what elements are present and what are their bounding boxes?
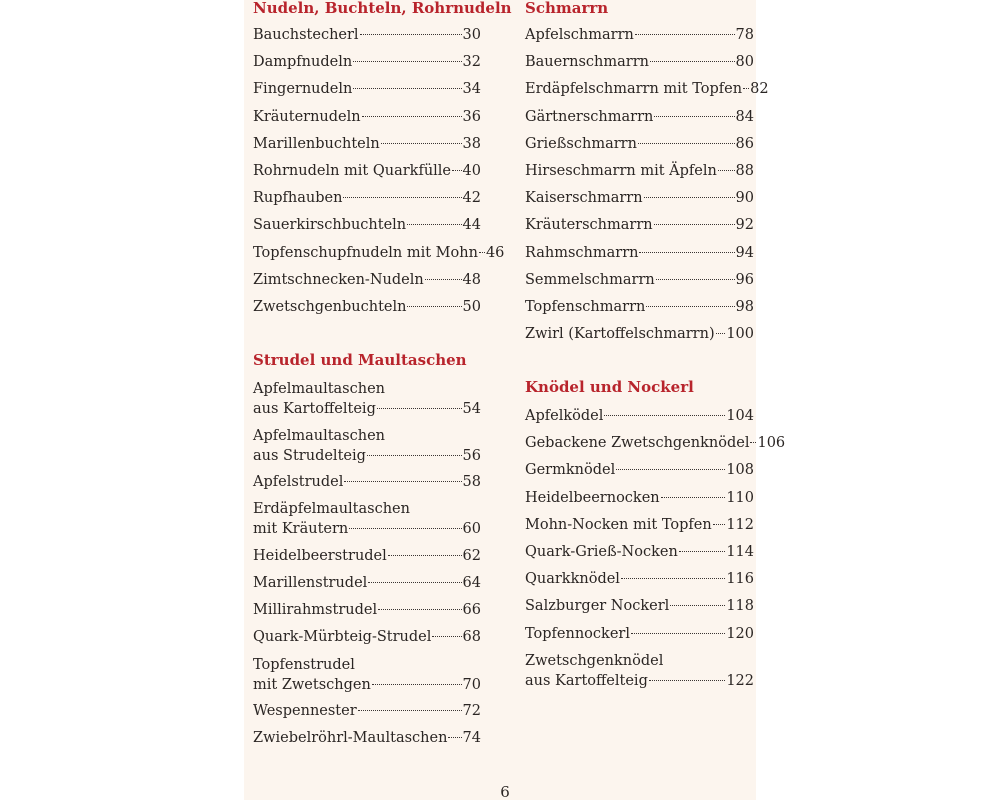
toc-page-number: 48 [462,271,481,288]
toc-entry-topfennockerl[interactable] [525,624,754,644]
toc-entry-title: mit Zwetschgen [253,676,371,693]
dot-leader [656,279,735,280]
toc-page-number: 60 [462,521,481,538]
toc-page-number: 42 [462,190,481,207]
toc-entry-salzburger-nockerl[interactable] [525,596,754,616]
toc-page-number: 58 [462,474,481,490]
dot-leader [407,306,461,307]
toc-entry-row [253,701,481,721]
toc-page-number: 72 [462,703,481,719]
toc-entry-title: Apfelstrudel [253,474,344,490]
dot-leader [452,170,462,171]
dot-leader [713,524,726,525]
dot-leader [349,528,461,529]
toc-entry-row [525,460,754,480]
toc-entry-title: Semmelschmarrn [525,271,655,288]
dot-leader [377,408,462,409]
dot-leader [679,551,726,552]
toc-page-number: 32 [462,54,481,71]
toc-entry-row [525,433,786,453]
toc-entry-title: Erdäpfelschmarrn mit Topfen [525,81,743,98]
toc-page-number: 112 [726,516,754,533]
toc-entry-row [253,546,481,566]
toc-entry-title-line1: Apfelmaultaschen [253,381,386,397]
toc-entry-title: Marillenstrudel [253,574,368,591]
toc-page-number: 34 [462,81,481,98]
toc-entry-row [253,627,481,647]
toc-entry-rohrnudeln-mit-quarkfuelle[interactable] [253,161,481,181]
toc-entry-row [525,215,754,235]
toc-entry-row [525,324,754,344]
toc-entry-zwetschgenknoedel-aus-kartoffelteig[interactable] [525,651,754,691]
dot-leader [670,605,725,606]
toc-entry-title: Bauchstecherl [253,27,359,43]
toc-page-number: 78 [735,27,754,43]
toc-page-number: 94 [735,244,754,261]
toc-entry-title: aus Kartoffelteig [525,672,648,689]
toc-entry-kraeuternudeln[interactable] [253,107,481,127]
dot-leader [661,497,726,498]
toc-entry-title: Zwirl (Kartoffelschmarrn) [525,326,715,343]
toc-entry-row [525,624,754,644]
toc-entry-row [253,52,481,72]
toc-page-number: 62 [462,547,481,564]
section-heading: Nudeln, Buchteln, Rohrnudeln [253,0,512,17]
toc-entry-bauchstecherl[interactable] [253,25,481,45]
toc-entry-title: Rohrnudeln mit Quarkfülle [253,163,452,179]
toc-page-number: 66 [462,602,481,619]
toc-entry-title: Kräuternudeln [253,108,361,125]
toc-page-number: 114 [726,544,754,560]
toc-page-number: 96 [735,271,754,288]
toc-entry-title: Sauerkirschbuchteln [253,217,407,234]
toc-entry-title-line1: Apfelmaultaschen [253,427,386,444]
page-number: 6 [500,783,510,801]
toc-entry-title: Grießschmarrn [525,135,637,152]
toc-page-number: 100 [726,326,754,343]
toc-entry-griessschmarrn[interactable] [525,134,754,154]
toc-entry-title: Kaiserschmarrn [525,190,643,207]
toc-entry-kraeuterschmarrn[interactable] [525,215,754,235]
toc-entry-row [525,569,754,589]
toc-entry-zwirl-kartoffelschmarrn[interactable] [525,324,754,344]
toc-entry-row [525,52,754,72]
toc-page-number: 122 [726,672,754,689]
section-heading: Strudel und Maultaschen [253,351,467,369]
toc-entry-topfenstrudel-mit-zwetschgen[interactable] [253,655,481,695]
dot-leader [644,197,735,198]
toc-entry-erdaepfelmaultaschen-mit-kraeutern[interactable] [253,499,481,539]
toc-entry-title: Gebackene Zwetschgenknödel [525,435,750,452]
toc-entry-title: Zwetschgenbuchteln [253,299,407,315]
toc-page-number: 56 [462,447,481,464]
toc-page-number: 92 [735,217,754,234]
toc-entry-hirseschmarrn-mit-aepfeln[interactable] [525,161,754,181]
dot-leader [638,143,735,144]
toc-page-number: 68 [462,629,481,646]
toc-page-number: 116 [726,571,754,588]
toc-entry-row [253,79,481,99]
toc-entry-row [253,675,481,695]
toc-entry-apfelkoedel[interactable] [525,406,754,426]
toc-entry-dampfnudeln[interactable] [253,52,481,72]
toc-entry-apfelmaultaschen-aus-kartoffelteig[interactable] [253,379,481,419]
toc-entry-title: Wespennester [253,703,357,719]
toc-entry-title: Apfelködel [525,408,604,424]
section-heading: Schmarrn [525,0,609,17]
toc-entry-row [525,297,754,317]
toc-entry-title: Heidelbeerstrudel [253,547,387,564]
dot-leader [616,469,725,470]
toc-entry-row [525,515,754,535]
toc-entry-row [253,243,505,263]
dot-leader [479,252,485,253]
toc-page-number: 44 [462,217,481,234]
toc-entry-title: Heidelbeernocken [525,489,660,506]
dot-leader [654,116,734,117]
toc-entry-title: Quark-Mürbteig-Strudel [253,629,432,646]
dot-leader [353,61,461,62]
dot-leader [372,684,462,685]
toc-entry-erdaepfelschmarrn-mit-topfen[interactable] [525,79,769,99]
toc-entry-title: Zimtschnecken-Nudeln [253,271,424,288]
toc-entry-rupfhauben[interactable] [253,188,481,208]
toc-entry-row [525,671,754,691]
toc-entry-row [525,79,769,99]
dot-leader [649,680,725,681]
toc-entry-title: Rupfhauben [253,190,343,207]
toc-entry-bauernschmarrn[interactable] [525,52,754,72]
toc-entry-row [253,297,481,317]
dot-leader [360,34,462,35]
toc-entry-title: Gärtnerschmarrn [525,108,654,125]
toc-page-number: 64 [462,574,481,591]
toc-entry-row [525,188,754,208]
toc-entry-row [253,107,481,127]
toc-entry-row [253,161,481,181]
toc-page-number: 70 [462,676,481,693]
toc-entry-kaiserschmarrn[interactable] [525,188,754,208]
dot-leader [604,415,725,416]
dot-leader [650,61,735,62]
toc-entry-title: Rahmschmarrn [525,244,639,261]
dot-leader [425,279,462,280]
toc-entry-title: Quark-Grieß-Nocken [525,544,678,560]
dot-leader [432,636,461,637]
toc-entry-topfenschmarrn[interactable] [525,297,754,317]
toc-entry-title: Fingernudeln [253,81,353,98]
toc-entry-apfelmaultaschen-aus-strudelteig[interactable] [253,426,481,466]
toc-entry-title: Germknödel [525,462,616,479]
toc-entry-row [253,600,481,620]
toc-page-number: 82 [750,81,769,98]
toc-entry-row [253,472,481,492]
toc-entry-row [525,542,754,562]
dot-leader [344,481,461,482]
toc-entry-mohn-nocken-mit-topfen[interactable] [525,515,754,535]
toc-page-number: 120 [726,625,754,642]
toc-entry-title: Marillenbuchteln [253,135,380,152]
dot-leader [635,34,735,35]
toc-entry-title-line1: Topfenstrudel [253,656,355,673]
toc-entry-row [525,107,754,127]
toc-page-number: 30 [462,27,481,43]
toc-page-number: 98 [735,299,754,315]
toc-entry-title-line1: Zwetschgenknödel [525,652,664,669]
toc-entry-title: Dampfnudeln [253,54,353,71]
dot-leader [388,555,462,556]
toc-entry-row [253,215,481,235]
dot-leader [654,224,735,225]
section-heading: Knödel und Nockerl [525,378,694,396]
toc-entry-row [253,134,481,154]
toc-entry-zwiebelroehrl-maultaschen[interactable] [253,728,481,748]
toc-entry-apfelstrudel[interactable] [253,472,481,492]
toc-entry-row [525,134,754,154]
toc-page-number: 90 [735,190,754,207]
toc-entry-wespennester[interactable] [253,701,481,721]
toc-entry-title: Mohn-Nocken mit Topfen [525,516,712,533]
toc-page-number: 54 [462,401,481,417]
toc-entry-row [253,573,481,593]
toc-page-number: 88 [735,163,754,179]
toc-entry-row [253,399,481,419]
toc-entry-title: Hirseschmarrn mit Äpfeln [525,163,717,179]
dot-leader [631,633,725,634]
toc-entry-germknoedel[interactable] [525,460,754,480]
dot-leader [743,88,749,89]
toc-entry-title: Salzburger Nockerl [525,598,670,615]
toc-entry-quark-griess-nocken[interactable] [525,542,754,562]
toc-entry-row [253,188,481,208]
dot-leader [367,455,462,456]
toc-entry-heidelbeernocken[interactable] [525,488,754,508]
toc-page-number: 104 [726,408,754,424]
dot-leader [368,582,461,583]
toc-entry-title: aus Kartoffelteig [253,401,376,417]
toc-entry-title: Zwiebelröhrl-Maultaschen [253,730,448,747]
dot-leader [381,143,462,144]
dot-leader [448,737,461,738]
toc-entry-heidelbeerstrudel[interactable] [253,546,481,566]
toc-entry-title: Topfenschupfnudeln mit Mohn [253,244,478,261]
toc-entry-fingernudeln[interactable] [253,79,481,99]
toc-page-number: 36 [462,108,481,125]
toc-page-number: 108 [726,462,754,479]
toc-entry-row [253,25,481,45]
toc-entry-row [253,728,481,748]
dot-leader [621,578,725,579]
dot-leader [358,710,462,711]
dot-leader [716,333,726,334]
toc-page-number: 38 [462,135,481,152]
toc-entry-row [253,446,481,466]
toc-entry-semmelschmarrn[interactable] [525,270,754,290]
toc-entry-row [253,270,481,290]
toc-entry-title: Topfennockerl [525,625,630,642]
toc-entry-zimtschnecken-nudeln[interactable] [253,270,481,290]
dot-leader [407,224,461,225]
dot-leader [646,306,734,307]
toc-entry-title: Kräuterschmarrn [525,217,653,234]
toc-entry-title: mit Kräutern [253,521,349,538]
toc-entry-title: Bauernschmarrn [525,54,649,71]
toc-page-number: 80 [735,54,754,71]
toc-page-number: 84 [735,108,754,125]
toc-page-number: 40 [462,163,481,179]
toc-entry-gaertnerschmarrn[interactable] [525,107,754,127]
toc-page-number: 118 [726,598,754,615]
toc-entry-row [525,596,754,616]
toc-entry-zwetschgenbuchteln[interactable] [253,297,481,317]
toc-entry-marillenbuchteln[interactable] [253,134,481,154]
toc-entry-row [525,406,754,426]
toc-entry-gebackene-zwetschgenknoedel[interactable] [525,433,786,453]
toc-entry-row [253,519,481,539]
toc-entry-title: Millirahmstrudel [253,602,378,619]
dot-leader [378,609,461,610]
toc-page-number: 50 [462,299,481,315]
toc-page-number: 46 [485,244,505,261]
toc-entry-marillenstrudel[interactable] [253,573,481,593]
dot-leader [353,88,461,89]
toc-page-number: 110 [726,489,754,506]
toc-entry-quark-muerbteig-strudel[interactable] [253,627,481,647]
toc-entry-rahmschmarrn[interactable] [525,243,754,263]
toc-entry-title: Topfenschmarrn [525,299,646,315]
toc-entry-row [525,161,754,181]
toc-entry-title: aus Strudelteig [253,447,366,464]
dot-leader [750,442,756,443]
toc-entry-row [525,25,754,45]
toc-entry-millirahmstrudel[interactable] [253,600,481,620]
toc-entry-title-line1: Erdäpfelmaultaschen [253,501,410,518]
toc-entry-topfenschupfnudeln-mit-mohn[interactable] [253,243,505,263]
toc-entry-title: Apfelschmarrn [525,27,634,43]
toc-entry-title: Quarkknödel [525,571,620,588]
toc-page-number: 74 [462,730,481,747]
dot-leader [362,116,462,117]
dot-leader [639,252,734,253]
toc-entry-apfelschmarrn[interactable] [525,25,754,45]
dot-leader [718,170,735,171]
toc-entry-row [525,270,754,290]
toc-page-number: 86 [735,135,754,152]
dot-leader [343,197,461,198]
toc-entry-sauerkirschbuchteln[interactable] [253,215,481,235]
toc-entry-row [525,488,754,508]
toc-entry-row [525,243,754,263]
toc-entry-quarkknoedel[interactable] [525,569,754,589]
toc-page-number: 106 [757,435,786,452]
